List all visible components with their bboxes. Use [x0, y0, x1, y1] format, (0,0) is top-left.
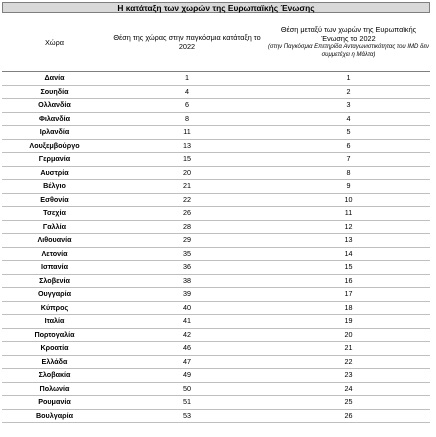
table-row [2, 302, 430, 316]
world-rank-cell: 4 [185, 86, 189, 96]
table-row [2, 342, 430, 356]
eu-rank-cell: 25 [344, 397, 353, 406]
eu-rank-cell: 4 [346, 113, 351, 123]
table-row [2, 207, 430, 221]
world-rank-cell: 8 [185, 113, 189, 123]
world-rank-cell: 41 [183, 316, 191, 325]
country-cell: Ελλάδα [41, 356, 68, 366]
world-rank-cell: 42 [183, 329, 191, 339]
table-row [2, 153, 430, 167]
table-row [2, 396, 430, 410]
world-rank-cell: 49 [183, 370, 191, 379]
header-world-rank [107, 14, 267, 70]
eu-rank-cell: 7 [346, 154, 351, 163]
world-rank-cell: 20 [183, 167, 191, 177]
country-cell: Ολλανδία [38, 100, 71, 109]
country-cell: Αυστρία [40, 167, 69, 177]
table-title: Η κατάταξη των χωρών της Ευρωπαϊκής Ένωσης [2, 2, 430, 13]
world-rank-cell: 46 [183, 343, 191, 352]
eu-rank-cell: 20 [344, 329, 353, 339]
table-row [2, 99, 430, 113]
country-cell: Φιλανδία [39, 113, 70, 123]
eu-rank-cell: 5 [346, 127, 351, 136]
country-cell: Κροατία [40, 343, 69, 352]
world-rank-cell: 29 [183, 235, 191, 244]
country-cell: Ουγγαρία [37, 289, 72, 298]
world-rank-cell: 13 [183, 140, 191, 150]
table-row [2, 140, 430, 154]
eu-rank-cell: 15 [344, 262, 353, 271]
table-row [2, 194, 430, 208]
table-row [2, 180, 430, 194]
table-row [2, 86, 430, 100]
eu-rank-cell: 24 [344, 383, 353, 393]
country-cell: Τσεχία [43, 208, 66, 217]
world-rank-cell: 11 [183, 127, 191, 136]
world-rank-cell: 6 [185, 100, 189, 109]
eu-rank-cell: 19 [344, 316, 353, 325]
eu-rank-cell: 6 [346, 140, 351, 150]
eu-rank-cell: 9 [346, 181, 351, 190]
country-cell: Σουηδία [40, 86, 69, 96]
table-row [2, 410, 430, 424]
eu-rank-cell: 12 [344, 221, 353, 231]
world-rank-cell: 26 [183, 208, 191, 217]
table-row [2, 275, 430, 289]
country-cell: Λουξεμβούργο [29, 140, 80, 150]
world-rank-cell: 47 [183, 356, 191, 366]
country-cell: Λιθουανία [37, 235, 72, 244]
eu-rank-cell: 13 [344, 235, 353, 244]
eu-rank-cell: 1 [346, 73, 351, 82]
header-eu-rank-note: (στην Παγκόσμια Επετηρίδα Ανταγωνιστικότητας του IMD δεν συμμετέχει η Μάλτα) [267, 44, 430, 58]
table-row [2, 248, 430, 262]
table-row [2, 113, 430, 127]
world-rank-cell: 21 [183, 181, 191, 190]
table-row [2, 369, 430, 383]
world-rank-cell: 50 [183, 383, 191, 393]
world-rank-cell: 39 [183, 289, 191, 298]
table-row [2, 234, 430, 248]
world-rank-cell: 1 [185, 73, 189, 82]
eu-rank-cell: 22 [344, 356, 353, 366]
country-cell: Γαλλία [42, 221, 67, 231]
world-rank-cell: 15 [183, 154, 191, 163]
table-row [2, 126, 430, 140]
table-body [2, 72, 430, 423]
eu-rank-cell: 11 [344, 208, 353, 217]
country-cell: Ρουμανία [38, 397, 71, 406]
table-row [2, 167, 430, 181]
world-rank-cell: 53 [183, 410, 191, 420]
country-cell: Κύπρος [40, 302, 69, 312]
eu-rank-cell: 17 [344, 289, 353, 298]
country-cell: Λετονία [41, 248, 68, 258]
eu-rank-cell: 16 [344, 275, 353, 285]
eu-rank-cell: 26 [344, 410, 353, 420]
table-row [2, 288, 430, 302]
world-rank-cell: 38 [183, 275, 191, 285]
table-row [2, 383, 430, 397]
header-world-rank-label: Θέση της χώρας στην παγκόσμια κατάταξη το 2022 [113, 33, 261, 51]
eu-rank-cell: 18 [344, 302, 353, 312]
header-country-label: Χώρα [45, 37, 64, 47]
header-eu-rank-label: Θέση μεταξύ των χωρών της Ευρωπαϊκής Ένωσης το 2022 [280, 25, 417, 43]
world-rank-cell: 28 [183, 221, 191, 231]
table-row [2, 329, 430, 343]
country-cell: Δανία [44, 73, 65, 82]
header-eu-rank [267, 14, 430, 70]
eu-rank-cell: 2 [346, 86, 351, 96]
header-country [2, 14, 107, 70]
country-cell: Ιρλανδία [39, 127, 70, 136]
country-cell: Βουλγαρία [35, 410, 74, 420]
country-cell: Εσθονία [40, 194, 69, 204]
world-rank-cell: 36 [183, 262, 191, 271]
country-cell: Βέλγιο [43, 181, 66, 190]
eu-rank-cell: 14 [344, 248, 353, 258]
world-rank-cell: 22 [183, 194, 191, 204]
eu-rank-cell: 23 [344, 370, 353, 379]
eu-rank-cell: 8 [346, 167, 351, 177]
table-row [2, 72, 430, 86]
eu-rank-cell: 10 [344, 194, 353, 204]
world-rank-cell: 40 [183, 302, 191, 312]
country-cell: Ισπανία [40, 262, 69, 271]
table-row [2, 261, 430, 275]
country-cell: Σλοβενία [39, 275, 70, 285]
world-rank-cell: 35 [183, 248, 191, 258]
country-cell: Γερμανία [38, 154, 71, 163]
country-cell: Ιταλία [44, 316, 65, 325]
country-cell: Σλοβακία [38, 370, 71, 379]
table-row [2, 315, 430, 329]
table-row [2, 221, 430, 235]
country-cell: Πολωνία [39, 383, 70, 393]
eu-rank-cell: 21 [344, 343, 353, 352]
country-cell: Πορτογαλία [34, 329, 75, 339]
world-rank-cell: 51 [183, 397, 191, 406]
eu-rank-cell: 3 [346, 100, 351, 109]
table-row [2, 356, 430, 370]
